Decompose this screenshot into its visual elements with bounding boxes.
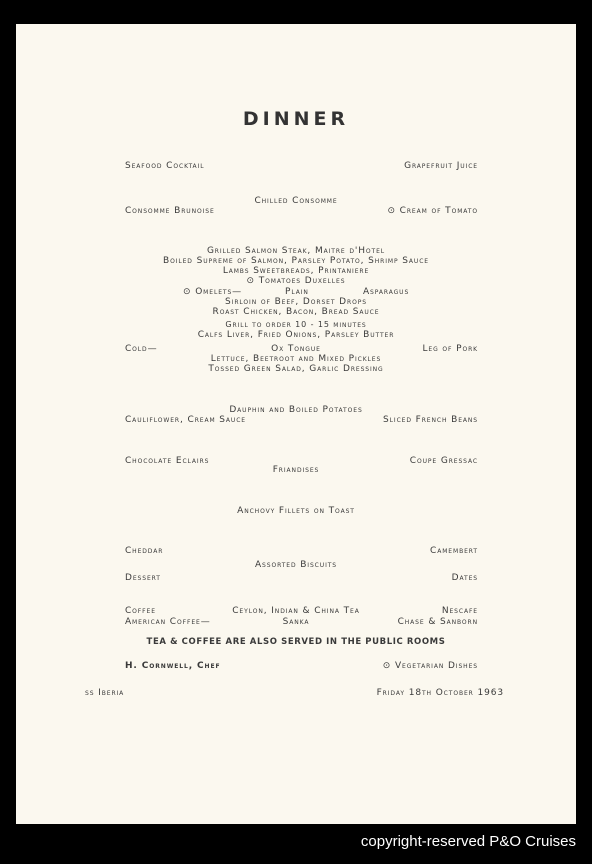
cold-center: Ox Tongue <box>271 344 321 354</box>
cheese-right: Camembert <box>430 546 478 556</box>
friandises: Friandises <box>272 465 320 475</box>
omelets-label: ⊙ Omelets— <box>183 287 243 297</box>
biscuits: Assorted Biscuits <box>254 560 338 570</box>
cold-label: Cold— <box>125 344 158 354</box>
sanka: Sanka <box>282 617 310 627</box>
dessert-left: Chocolate Eclairs <box>125 456 210 466</box>
cheese-left: Cheddar <box>125 546 164 556</box>
coffee-right: Nescafe <box>441 606 478 616</box>
vegetarian-note: ⊙ Vegetarian Dishes <box>382 661 478 671</box>
ship-name: ss Iberia <box>85 688 125 698</box>
potatoes: Dauphin and Boiled Potatoes <box>229 405 363 415</box>
american-coffee: American Coffee— <box>125 617 211 627</box>
starter-left: Seafood Cocktail <box>125 161 205 171</box>
soup-left: Consomme Brunoise <box>125 206 215 216</box>
menu-date: Friday 18th October 1963 <box>376 688 504 698</box>
dessert-right: Coupe Gressac <box>409 456 478 466</box>
calfs-liver: Calfs Liver, Fried Onions, Parsley Butter <box>197 330 395 340</box>
soup-chilled: Chilled Consomme <box>254 196 338 206</box>
main-item: Roast Chicken, Bacon, Bread Sauce <box>212 307 380 317</box>
grill-note: Grill to order 10 - 15 minutes <box>225 320 367 329</box>
dates: Dates <box>451 573 478 583</box>
dessert-label: Dessert <box>125 573 161 583</box>
main-item: ⊙ Tomatoes Duxelles <box>246 276 346 286</box>
copyright-caption: copyright-reserved P&O Cruises <box>360 833 576 850</box>
omelets-plain: Plain <box>285 287 309 297</box>
main-item: Sirloin of Beef, Dorset Drops <box>225 297 367 307</box>
veg-left: Cauliflower, Cream Sauce <box>125 415 246 425</box>
main-item: Lambs Sweetbreads, Printaniere <box>222 266 370 276</box>
cold-line: Lettuce, Beetroot and Mixed Pickles <box>210 354 382 364</box>
savoury: Anchovy Fillets on Toast <box>237 506 355 516</box>
menu-card <box>16 24 576 824</box>
public-rooms-notice: TEA & COFFEE ARE ALSO SERVED IN THE PUBLIC ROOMS <box>146 637 446 647</box>
starter-right: Grapefruit Juice <box>404 161 478 171</box>
cold-line: Tossed Green Salad, Garlic Dressing <box>208 364 384 374</box>
coffee-center: Ceylon, Indian & China Tea <box>232 606 360 616</box>
cold-right: Leg of Pork <box>422 344 478 354</box>
soup-right: ⊙ Cream of Tomato <box>387 206 478 216</box>
coffee-left: Coffee <box>125 606 156 616</box>
chef-credit: H. Cornwell, Chef <box>125 661 221 671</box>
veg-right: Sliced French Beans <box>383 415 478 425</box>
chase-sanborn: Chase & Sanborn <box>397 617 478 627</box>
omelets-asparagus: Asparagus <box>363 287 410 297</box>
main-item: Grilled Salmon Steak, Maitre d'Hotel <box>206 246 386 256</box>
main-item: Boiled Supreme of Salmon, Parsley Potato, Shrimp Sauce <box>163 256 429 266</box>
menu-title: DINNER <box>242 108 350 130</box>
